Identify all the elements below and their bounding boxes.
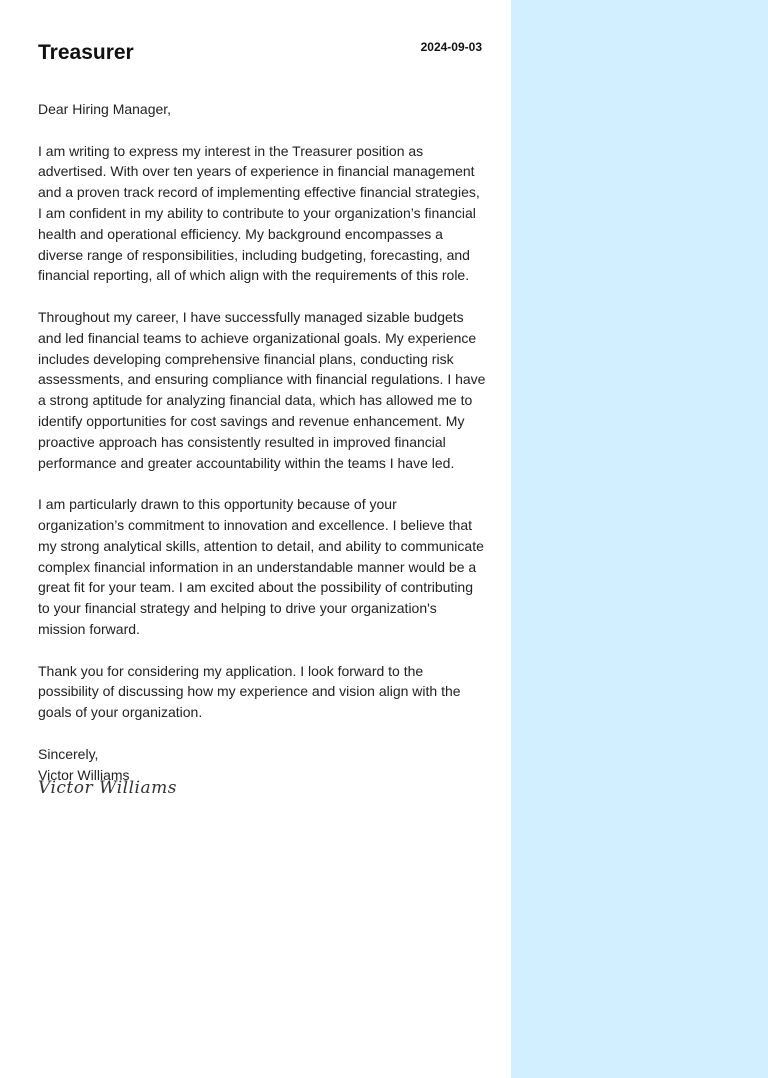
closing-name: Victor Williams <box>38 766 130 783</box>
handwritten-signature: Victor Williams <box>38 778 177 798</box>
paragraph-3: I am particularly drawn to this opportunity because of your organization’s commitment to innovation and excellence. I believe that my strong analytical skills, attention to detail, and ability to communicate complex financial information in an understandable manner would be a great fit for your team. I am excited about the possibility of contributing to your financial strategy and helping to drive your organization's mission forward. <box>38 496 484 637</box>
letter-date: 2024-09-03 <box>420 40 482 54</box>
paragraph-2: Throughout my career, I have successfully managed sizable budgets and led financial teams to achieve organizational goals. My experience includes developing comprehensive financial plans, conducting risk assessments, and ensuring compliance with financial regulations. I have a strong aptitude for analyzing financial data, which has allowed me to identify opportunities for cost savings and revenue enhancement. My proactive approach has consistently resulted in improved financial performance and greater accountability within the teams I have led. <box>38 308 486 471</box>
contact-sidebar <box>511 0 768 1078</box>
paragraph-4: Thank you for considering my application. I look forward to the possibility of discussing how my experience and vision align with the goals of your organization. <box>38 662 461 721</box>
letter-body <box>38 99 486 785</box>
job-title: Treasurer <box>38 41 134 64</box>
paragraph-1: I am writing to express my interest in the Treasurer position as advertised. With over ten years of experience in financial management and a proven track record of implementing effective financial strategies, I am confident in my ability to contribute to your organization’s financial health and operational efficiency. My background encompasses a diverse range of responsibilities, including budgeting, forecasting, and financial reporting, all of which align with the requirements of this role. <box>38 142 480 284</box>
closing: Sincerely, <box>38 745 99 762</box>
salutation: Dear Hiring Manager, <box>38 101 172 117</box>
